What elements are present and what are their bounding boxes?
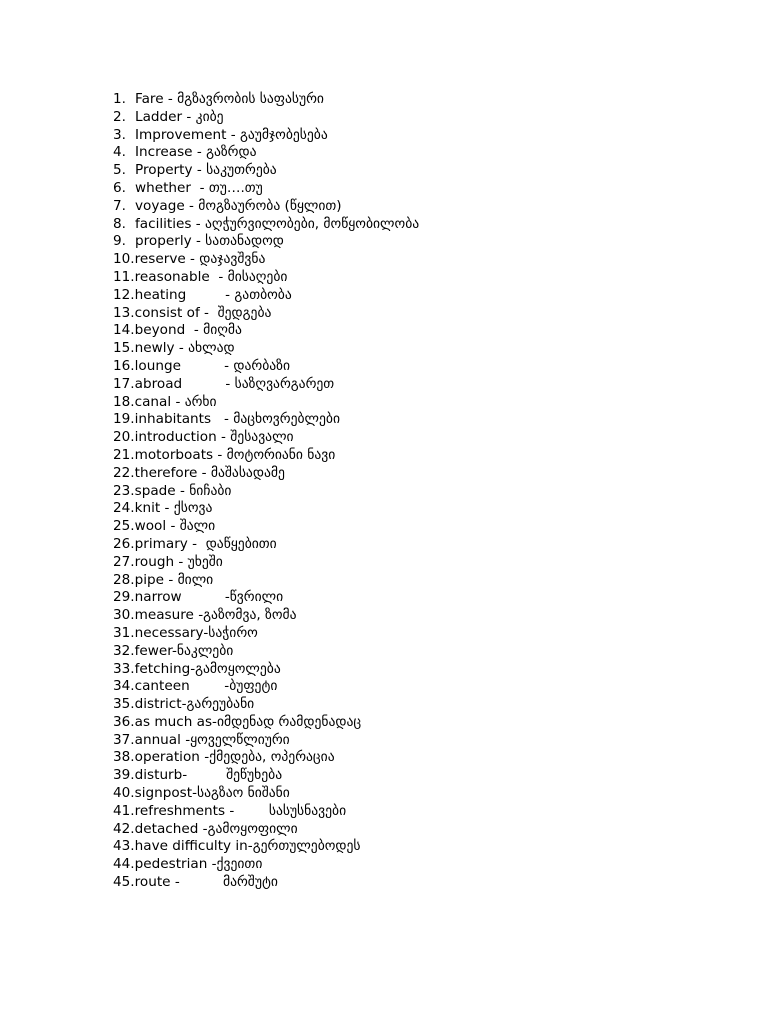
item-text: newly - ახლად xyxy=(134,340,235,357)
item-text: knit - ქსოვა xyxy=(134,500,213,517)
list-item xyxy=(113,607,419,625)
list-item xyxy=(113,144,419,162)
item-number: 9. xyxy=(113,233,126,250)
item-number: 14. xyxy=(113,322,135,339)
item-number: 19. xyxy=(113,411,135,428)
item-text: as much as-იმდენად რამდენადაც xyxy=(134,713,362,730)
list-item xyxy=(113,625,419,643)
item-number: 37. xyxy=(113,731,135,748)
item-number: 39. xyxy=(113,767,135,784)
item-text: pipe - მილი xyxy=(134,571,214,588)
item-text: Fare - მგზავრობის საფასური xyxy=(135,91,324,107)
list-item xyxy=(113,643,419,661)
item-text: Improvement - გაუმჯობესება xyxy=(135,126,328,143)
item-text: lounge - დარბაზი xyxy=(134,357,290,374)
item-number: 42. xyxy=(113,820,135,837)
item-text: whether - თუ….თუ xyxy=(135,179,263,196)
list-item xyxy=(113,127,419,145)
item-number: 8. xyxy=(113,215,126,232)
list-item xyxy=(113,447,419,465)
item-number: 32. xyxy=(113,642,135,659)
item-text: Ladder - კიბე xyxy=(135,108,224,125)
item-number: 28. xyxy=(113,571,135,588)
item-number: 31. xyxy=(113,624,135,641)
item-number: 3. xyxy=(113,126,126,143)
list-item xyxy=(113,536,419,554)
list-item xyxy=(113,732,419,750)
list-item xyxy=(113,803,419,821)
list-item xyxy=(113,180,419,198)
item-text: route - მარშუტი xyxy=(134,874,278,891)
item-text: necessary-საჭირო xyxy=(134,624,258,641)
list-item xyxy=(113,572,419,590)
item-number: 10. xyxy=(113,251,135,268)
item-number: 25. xyxy=(113,518,135,535)
item-text: canteen -ბუფეტი xyxy=(134,678,278,695)
list-item xyxy=(113,216,419,234)
list-item xyxy=(113,109,419,127)
item-number: 11. xyxy=(113,268,135,285)
item-text: voyage - მოგზაურობა (წყლით) xyxy=(135,197,342,214)
item-text: facilities - აღჭურვილობები, მოწყობილობა xyxy=(135,215,420,232)
list-item xyxy=(113,589,419,607)
item-number: 30. xyxy=(113,607,135,624)
list-item xyxy=(113,322,419,340)
list-item xyxy=(113,305,419,323)
item-text: operation -ქმედება, ოპერაცია xyxy=(134,749,335,766)
item-text: spade - ნიჩაბი xyxy=(134,482,232,499)
item-number: 17. xyxy=(113,375,135,392)
item-number: 21. xyxy=(113,446,135,463)
item-text: motorboats - მოტორიანი ნავი xyxy=(134,446,336,463)
list-item xyxy=(113,714,419,732)
list-item xyxy=(113,838,419,856)
list-item xyxy=(113,251,419,269)
item-text: narrow -წვრილი xyxy=(134,589,284,606)
item-number: 34. xyxy=(113,678,135,695)
item-number: 38. xyxy=(113,749,135,766)
list-item xyxy=(113,465,419,483)
vocabulary-list xyxy=(113,91,419,892)
item-text: beyond - მიღმა xyxy=(134,322,242,339)
item-text: fetching-გამოყოლება xyxy=(134,660,281,677)
item-text: reserve - დაჯავშვნა xyxy=(134,251,266,268)
list-item xyxy=(113,874,419,892)
item-text: detached -გამოყოფილი xyxy=(134,820,298,837)
item-number: 2. xyxy=(113,108,126,125)
item-text: pedestrian -ქვეითი xyxy=(134,856,263,873)
list-item xyxy=(113,269,419,287)
item-number: 6. xyxy=(113,179,126,196)
item-number: 23. xyxy=(113,482,135,499)
list-item xyxy=(113,91,419,109)
list-item xyxy=(113,785,419,803)
item-text: primary - დაწყებითი xyxy=(134,535,277,552)
list-item xyxy=(113,233,419,251)
list-item xyxy=(113,483,419,501)
item-number: 35. xyxy=(113,696,135,713)
item-number: 15. xyxy=(113,340,135,357)
list-item xyxy=(113,162,419,180)
item-number: 12. xyxy=(113,286,135,303)
item-text: introduction - შესავალი xyxy=(134,429,294,446)
item-text: abroad - საზღვარგარეთ xyxy=(134,375,335,392)
item-text: canal - არხი xyxy=(134,393,217,410)
item-text: measure -გაზომვა, ზომა xyxy=(134,607,297,624)
list-item xyxy=(113,821,419,839)
item-text: properly - სათანადოდ xyxy=(135,233,284,250)
list-item xyxy=(113,376,419,394)
list-item xyxy=(113,661,419,679)
list-item xyxy=(113,358,419,376)
item-number: 7. xyxy=(113,197,126,214)
item-text: therefore - მაშასადამე xyxy=(134,464,285,481)
item-number: 26. xyxy=(113,535,135,552)
list-item xyxy=(113,554,419,572)
list-item xyxy=(113,411,419,429)
item-number: 43. xyxy=(113,838,135,855)
item-number: 5. xyxy=(113,162,126,179)
list-item xyxy=(113,518,419,536)
item-number: 18. xyxy=(113,393,135,410)
item-number: 36. xyxy=(113,713,135,730)
item-text: reasonable - მისაღები xyxy=(134,268,288,285)
list-item xyxy=(113,394,419,412)
item-number: 29. xyxy=(113,589,135,606)
item-number: 40. xyxy=(113,785,135,802)
list-item xyxy=(113,340,419,358)
item-number: 41. xyxy=(113,802,135,819)
list-item xyxy=(113,749,419,767)
item-number: 45. xyxy=(113,874,135,891)
list-item xyxy=(113,696,419,714)
item-number: 27. xyxy=(113,553,135,570)
item-text: consist of - შედგება xyxy=(134,304,272,321)
item-number: 13. xyxy=(113,304,135,321)
item-text: wool - შალი xyxy=(134,518,216,535)
list-item xyxy=(113,767,419,785)
item-number: 22. xyxy=(113,464,135,481)
list-item xyxy=(113,429,419,447)
item-text: Increase - გაზრდა xyxy=(135,144,257,161)
list-item xyxy=(113,198,419,216)
list-item xyxy=(113,287,419,305)
item-text: annual -ყოველწლიური xyxy=(134,731,290,748)
item-number: 24. xyxy=(113,500,135,517)
item-number: 44. xyxy=(113,856,135,873)
item-text: refreshments - სასუსნავები xyxy=(134,802,347,819)
item-number: 20. xyxy=(113,429,135,446)
item-text: heating - გათბობა xyxy=(134,286,292,303)
item-text: disturb- შეწუხება xyxy=(134,767,283,784)
item-text: Property - საკუთრება xyxy=(135,162,277,179)
item-number: 33. xyxy=(113,660,135,677)
list-item xyxy=(113,678,419,696)
item-text: signpost-საგზაო ნიშანი xyxy=(134,785,290,802)
item-number: 4. xyxy=(113,144,126,161)
list-item xyxy=(113,856,419,874)
item-text: have difficulty in-გერთულებოდეს xyxy=(134,838,361,855)
item-number: 16. xyxy=(113,357,135,374)
item-number: 1. xyxy=(113,91,126,107)
item-text: inhabitants - მაცხოვრებლები xyxy=(134,411,340,428)
item-text: fewer-ნაკლები xyxy=(134,642,234,659)
item-text: district-გარეუბანი xyxy=(134,696,255,713)
list-item xyxy=(113,500,419,518)
item-text: rough - უხეში xyxy=(134,553,223,570)
